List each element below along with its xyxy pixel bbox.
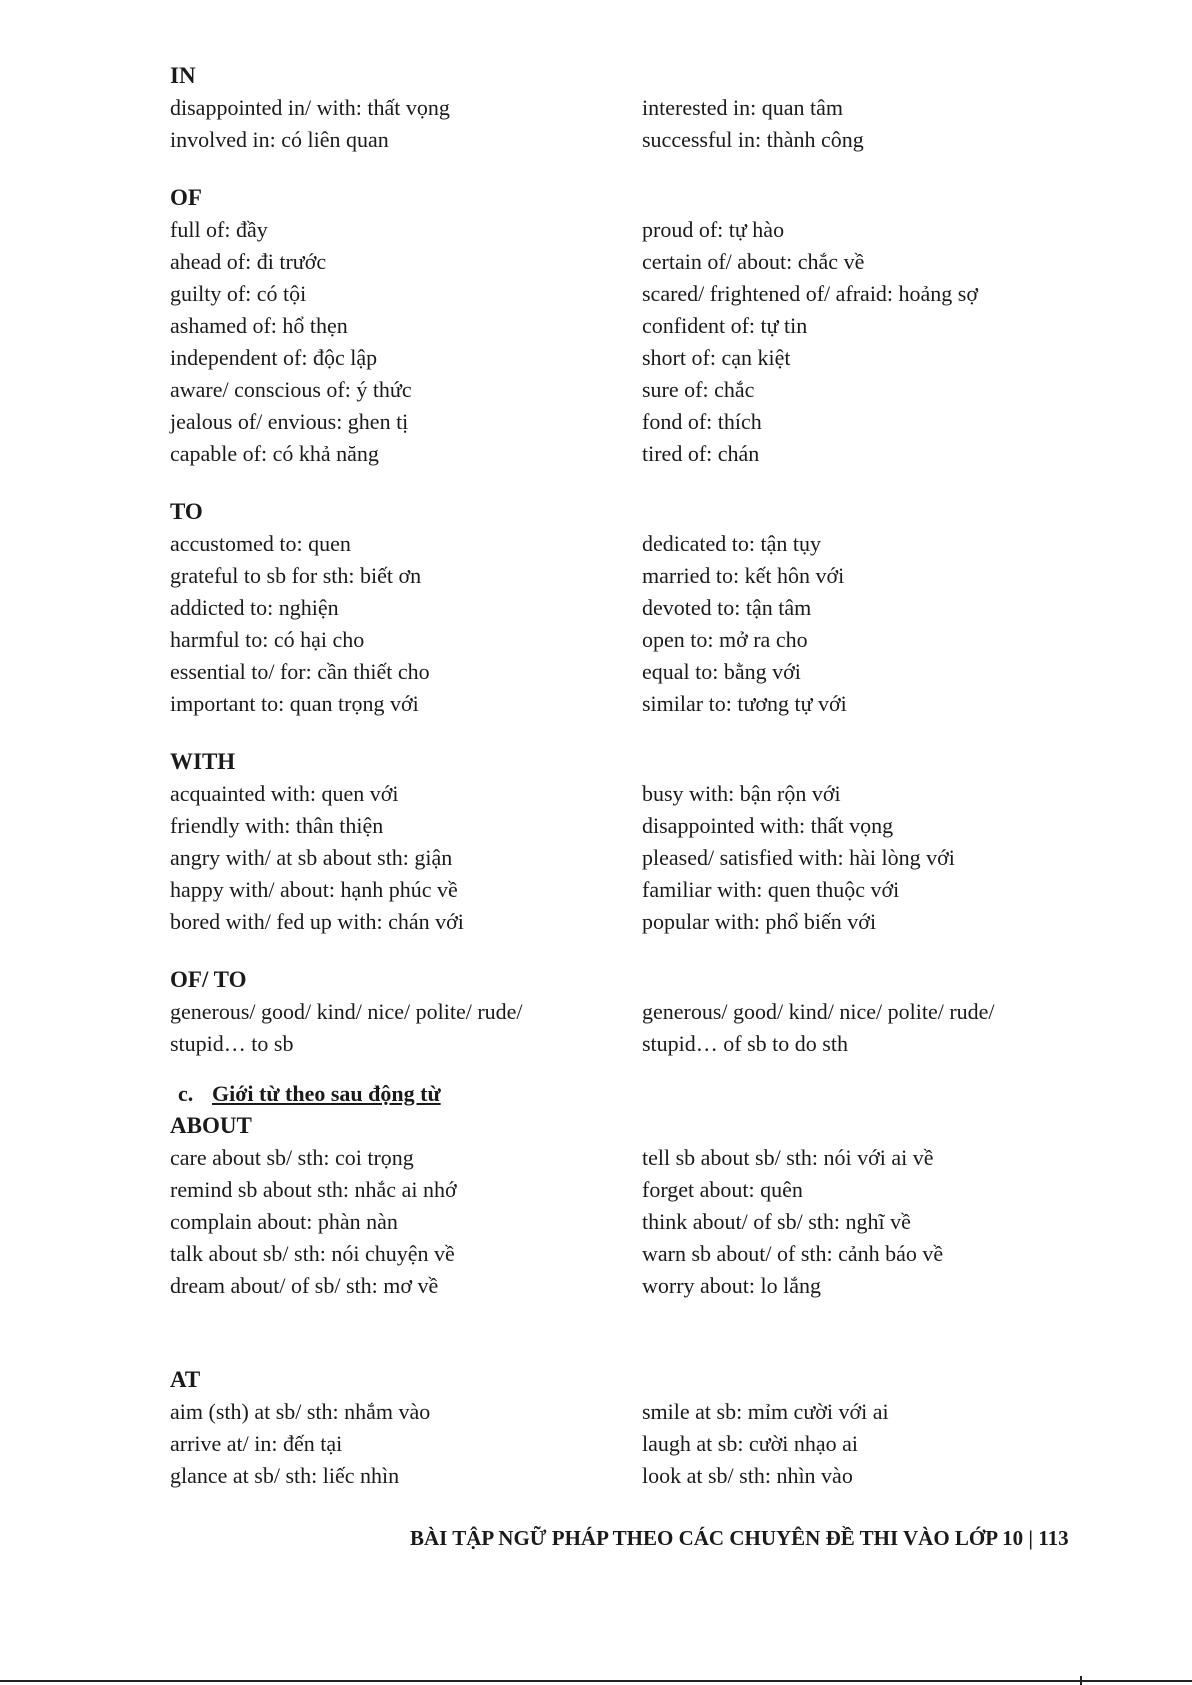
entry-left: disappointed in/ with: thất vọng bbox=[170, 95, 450, 120]
entry-right: look at sb/ sth: nhìn vào bbox=[642, 1463, 853, 1488]
section-to bbox=[170, 496, 1050, 720]
verb-preposition-sections bbox=[170, 1110, 1050, 1492]
entry-left: dream about/ of sb/ sth: mơ về bbox=[170, 1273, 439, 1298]
entry-right: busy with: bận rộn với bbox=[642, 781, 841, 806]
adjective-preposition-sections bbox=[170, 60, 1050, 1060]
entry-left: capable of: có khả năng bbox=[170, 441, 379, 466]
section-heading: OF/ TO bbox=[170, 967, 247, 992]
entry-grid bbox=[170, 92, 1050, 156]
entry-right: open to: mở ra cho bbox=[642, 627, 808, 652]
section-at bbox=[170, 1364, 1050, 1492]
entry-left: guilty of: có tội bbox=[170, 281, 307, 306]
entry-left: bored with/ fed up with: chán với bbox=[170, 909, 464, 934]
entry-right: tired of: chán bbox=[642, 441, 760, 466]
section-with bbox=[170, 746, 1050, 938]
entry-left: accustomed to: quen bbox=[170, 531, 351, 556]
entry-grid bbox=[170, 214, 1050, 470]
entry-left: grateful to sb for sth: biết ơn bbox=[170, 563, 422, 588]
entry-left: ashamed of: hổ thẹn bbox=[170, 313, 348, 338]
entry-left: stupid… to sb bbox=[170, 1031, 294, 1056]
section-heading: WITH bbox=[170, 749, 236, 774]
subsection-heading bbox=[178, 1078, 1050, 1110]
entry-left: ahead of: đi trước bbox=[170, 249, 327, 274]
section-heading: AT bbox=[170, 1367, 201, 1392]
entry-left: care about sb/ sth: coi trọng bbox=[170, 1145, 414, 1170]
entry-right: stupid… of sb to do sth bbox=[642, 1031, 848, 1056]
entry-right: disappointed with: thất vọng bbox=[642, 813, 894, 838]
entry-left: independent of: độc lập bbox=[170, 345, 378, 370]
entry-left: aware/ conscious of: ý thức bbox=[170, 377, 412, 402]
entry-left: talk about sb/ sth: nói chuyện về bbox=[170, 1241, 455, 1266]
entry-right: pleased/ satisfied with: hài lòng với bbox=[642, 845, 955, 870]
entry-right: similar to: tương tự với bbox=[642, 691, 847, 716]
entry-right: equal to: bằng với bbox=[642, 659, 801, 684]
bottom-divider-tick bbox=[1080, 1676, 1082, 1685]
subsection-title: Giới từ theo sau động từ bbox=[212, 1081, 441, 1106]
entry-left: full of: đầy bbox=[170, 217, 268, 242]
entry-right: certain of/ about: chắc về bbox=[642, 249, 865, 274]
entry-left: addicted to: nghiện bbox=[170, 595, 339, 620]
entry-right: devoted to: tận tâm bbox=[642, 595, 812, 620]
entry-left: arrive at/ in: đến tại bbox=[170, 1431, 343, 1456]
section-of bbox=[170, 182, 1050, 470]
entry-left: angry with/ at sb about sth: giận bbox=[170, 845, 453, 870]
entry-left: complain about: phàn nàn bbox=[170, 1209, 398, 1234]
entry-right: married to: kết hôn với bbox=[642, 563, 845, 588]
entry-left: friendly with: thân thiện bbox=[170, 813, 384, 838]
entry-right: fond of: thích bbox=[642, 409, 762, 434]
entry-left: involved in: có liên quan bbox=[170, 127, 389, 152]
entry-left: remind sb about sth: nhắc ai nhớ bbox=[170, 1177, 457, 1202]
entry-right: sure of: chắc bbox=[642, 377, 755, 402]
entry-left: important to: quan trọng với bbox=[170, 691, 419, 716]
bottom-divider bbox=[0, 1680, 1192, 1682]
entry-left: happy with/ about: hạnh phúc về bbox=[170, 877, 458, 902]
entry-right: generous/ good/ kind/ nice/ polite/ rude/ bbox=[642, 999, 995, 1024]
section-heading: ABOUT bbox=[170, 1113, 252, 1138]
entry-right: tell sb about sb/ sth: nói với ai về bbox=[642, 1145, 934, 1170]
entry-grid bbox=[170, 1396, 1050, 1492]
entry-right: successful in: thành công bbox=[642, 127, 864, 152]
entry-left: harmful to: có hại cho bbox=[170, 627, 365, 652]
section-in bbox=[170, 60, 1050, 156]
entry-left: generous/ good/ kind/ nice/ polite/ rude/ bbox=[170, 999, 523, 1024]
page-content bbox=[170, 60, 1050, 1492]
entry-grid bbox=[170, 996, 1050, 1060]
entry-right: proud of: tự hào bbox=[642, 217, 785, 242]
entry-grid bbox=[170, 528, 1050, 720]
entry-right: warn sb about/ of sth: cảnh báo về bbox=[642, 1241, 944, 1266]
entry-grid bbox=[170, 778, 1050, 938]
entry-left: aim (sth) at sb/ sth: nhắm vào bbox=[170, 1399, 431, 1424]
entry-right: smile at sb: mỉm cười với ai bbox=[642, 1399, 889, 1424]
entry-left: essential to/ for: cần thiết cho bbox=[170, 659, 430, 684]
entry-right: short of: cạn kiệt bbox=[642, 345, 791, 370]
section-heading: TO bbox=[170, 499, 203, 524]
entry-right: think about/ of sb/ sth: nghĩ về bbox=[642, 1209, 911, 1234]
entry-right: scared/ frightened of/ afraid: hoảng sợ bbox=[642, 281, 979, 306]
entry-right: dedicated to: tận tụy bbox=[642, 531, 821, 556]
entry-right: forget about: quên bbox=[642, 1177, 803, 1202]
subsection-letter: c. bbox=[178, 1081, 194, 1106]
entry-left: acquainted with: quen với bbox=[170, 781, 399, 806]
section-about bbox=[170, 1110, 1050, 1302]
page-footer: BÀI TẬP NGỮ PHÁP THEO CÁC CHUYÊN ĐỀ THI VÀO LỚP 10 | 113 bbox=[410, 1526, 1069, 1550]
section-heading: OF bbox=[170, 185, 202, 210]
entry-right: worry about: lo lắng bbox=[642, 1273, 822, 1298]
entry-right: interested in: quan tâm bbox=[642, 95, 843, 120]
entry-left: jealous of/ envious: ghen tị bbox=[170, 409, 409, 434]
entry-grid bbox=[170, 1142, 1050, 1302]
entry-right: laugh at sb: cười nhạo ai bbox=[642, 1431, 859, 1456]
entry-left: glance at sb/ sth: liếc nhìn bbox=[170, 1463, 400, 1488]
entry-right: confident of: tự tin bbox=[642, 313, 808, 338]
section-heading: IN bbox=[170, 63, 196, 88]
section-of-to bbox=[170, 964, 1050, 1060]
entry-right: familiar with: quen thuộc với bbox=[642, 877, 900, 902]
entry-right: popular with: phổ biến với bbox=[642, 909, 877, 934]
